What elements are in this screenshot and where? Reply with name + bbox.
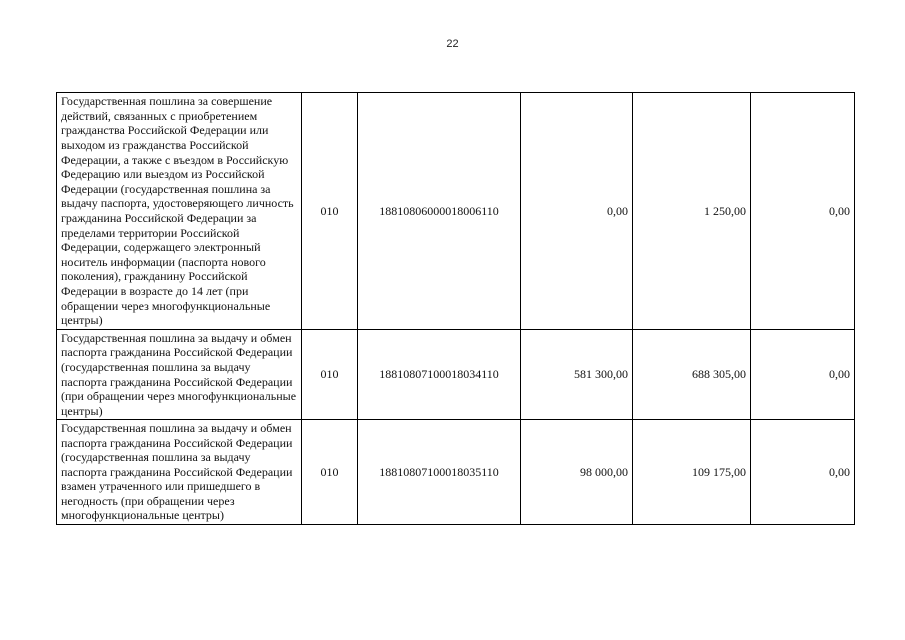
amount-cell-2: 1 250,00 xyxy=(633,93,751,330)
amount-cell-1: 0,00 xyxy=(521,93,633,330)
fee-name-cell: Государственная пошлина за совершение действий, связанных с приобретением гражданства Российской Федерации или выходом из гражданства Российской Федерации, а также с въездом в Российскую Федерацию или выездом из Российской Федерации (государственная пошлина за выдачу паспорта, удостоверяющего личность гражданина Российской Федерации за пределами территории Российской Федерации, содержащего электронный носитель информации (паспорта нового поколения), гражданину Российской Федерации в возрасте до 14 лет (при обращении через многофункциональные центры) xyxy=(57,93,302,330)
amount-cell-3: 0,00 xyxy=(751,330,855,420)
table-row xyxy=(57,330,855,420)
page-number: 22 xyxy=(446,38,459,50)
admin-code-cell: 010 xyxy=(302,420,358,525)
fees-table xyxy=(56,92,855,525)
amount-cell-2: 688 305,00 xyxy=(633,330,751,420)
budget-code-cell: 18810807100018035110 xyxy=(358,420,521,525)
table-row xyxy=(57,93,855,330)
budget-code-cell: 18810807100018034110 xyxy=(358,330,521,420)
admin-code-cell: 010 xyxy=(302,93,358,330)
amount-cell-2: 109 175,00 xyxy=(633,420,751,525)
fee-name-cell: Государственная пошлина за выдачу и обмен паспорта гражданина Российской Федерации (государственная пошлина за выдачу паспорта гражданина Российской Федерации взамен утраченного или пришедшего в негодность (при обращении через многофункциональные центры) xyxy=(57,420,302,525)
admin-code-cell: 010 xyxy=(302,330,358,420)
fee-name-cell: Государственная пошлина за выдачу и обмен паспорта гражданина Российской Федерации (государственная пошлина за выдачу паспорта гражданина Российской Федерации (при обращении через многофункциональные центры) xyxy=(57,330,302,420)
amount-cell-1: 581 300,00 xyxy=(521,330,633,420)
table-row xyxy=(57,420,855,525)
budget-code-cell: 18810806000018006110 xyxy=(358,93,521,330)
amount-cell-3: 0,00 xyxy=(751,93,855,330)
amount-cell-3: 0,00 xyxy=(751,420,855,525)
amount-cell-1: 98 000,00 xyxy=(521,420,633,525)
